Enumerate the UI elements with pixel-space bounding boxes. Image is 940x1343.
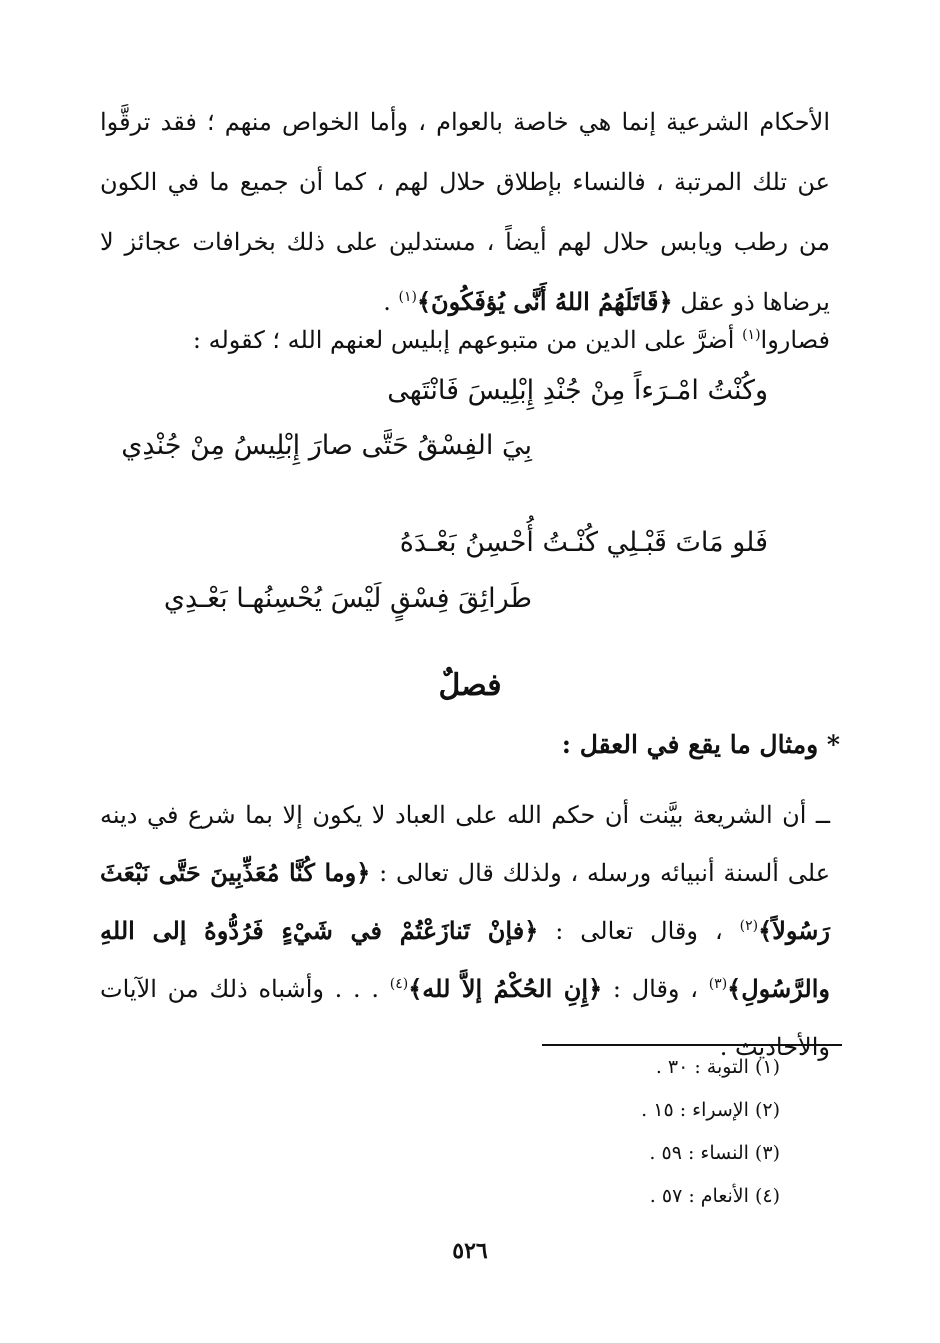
paragraph-2-rest: أضرَّ على الدين من متبوعهم إبليس لعنهم الله ؛ كقوله : xyxy=(192,326,743,354)
footnote-marker: (٤) xyxy=(389,976,409,992)
footnote-marker: (٣) xyxy=(708,976,728,992)
quran-quote: ﴿فإنْ تَنازَعْتُمْ في شَيْءٍ فَرُدُّوهُ إلى اللهِ والرَّسُولِ﴾ xyxy=(100,916,830,1003)
paragraph-1-end: . xyxy=(383,288,399,316)
footnote-item: (١) التوبة : ٣٠ . xyxy=(655,1056,780,1078)
footnotes-list xyxy=(480,1046,780,1218)
section-heading: فصلٌ xyxy=(438,668,502,703)
poem-verse-4: طَرائِقَ فِسْقٍ لَيْسَ يُحْسِنُهـا بَعْـدِي xyxy=(163,583,532,614)
poem-verse-2: بِيَ الفِسْقُ حَتَّى صارَ إِبْلِيسُ مِنْ جُنْدِي xyxy=(121,430,532,461)
paragraph-2-start: فصاروا xyxy=(760,326,830,354)
quran-quote: ﴿إِنِ الحُكْمُ إلاَّ لله﴾ xyxy=(408,974,603,1003)
paragraph-3-text-2: ، وقال تعالى : xyxy=(538,917,740,945)
footnote-item: (٣) النساء : ٥٩ . xyxy=(649,1142,780,1164)
footnote-marker: (١) xyxy=(742,327,761,343)
footnote-item: (٢) الإسراء : ١٥ . xyxy=(641,1099,780,1121)
paragraph-3 xyxy=(100,786,830,1076)
paragraph-1 xyxy=(100,92,830,332)
paragraph-3-text-1: ــ أن الشريعة بيَّنت أن حكم الله على العباد لا يكون إلا بما شرع في دينه على ألسنة أنبيائه ورسله ، ولذلك قال تعالى : xyxy=(100,801,831,887)
poem-verse-3: فَلو مَاتَ قَبْـلِي كُنْـتُ أُحْسِنُ بَعْـدَهُ xyxy=(399,527,768,558)
paragraph-1-text: الأحكام الشرعية إنما هي خاصة بالعوام ، وأما الخواص منهم ؛ فقد ترقَّوا عن تلك المرتبة ، فالنساء بإطلاق حلال لهم ، كما أن جميع ما في الكون من رطب ويابس حلال لهم أيضاً ، مستدلين على ذلك بخرافات عجائز لا يرضاها ذو عقل xyxy=(100,108,830,316)
footnote-marker: (٢) xyxy=(739,918,759,934)
footnote-item: (٤) الأنعام : ٥٧ . xyxy=(649,1185,780,1207)
paragraph-3-text-4: . . . وأشباه ذلك من الآيات والأحاديث . xyxy=(100,975,830,1061)
paragraph-2 xyxy=(100,310,830,370)
quran-quote: ﴿وما كُنَّا مُعَذِّبِينَ حَتَّى نَبْعَثَ رَسُولاً﴾ xyxy=(100,858,830,945)
footnote-marker: (١) xyxy=(398,289,417,305)
quran-quote: ﴿قَاتَلَهُمُ اللهُ أَنَّى يُؤفَكُونَ﴾ xyxy=(416,287,673,316)
poem-verse-1: وكُنْتُ امْـرَءاً مِنْ جُنْدِ إِبْلِيسَ فَانْتَهى xyxy=(387,375,768,406)
page-number: ٥٢٦ xyxy=(452,1238,488,1264)
subheading: * ومثال ما يقع في العقل : xyxy=(561,730,840,759)
paragraph-3-text-3: ، وقال : xyxy=(602,975,709,1003)
